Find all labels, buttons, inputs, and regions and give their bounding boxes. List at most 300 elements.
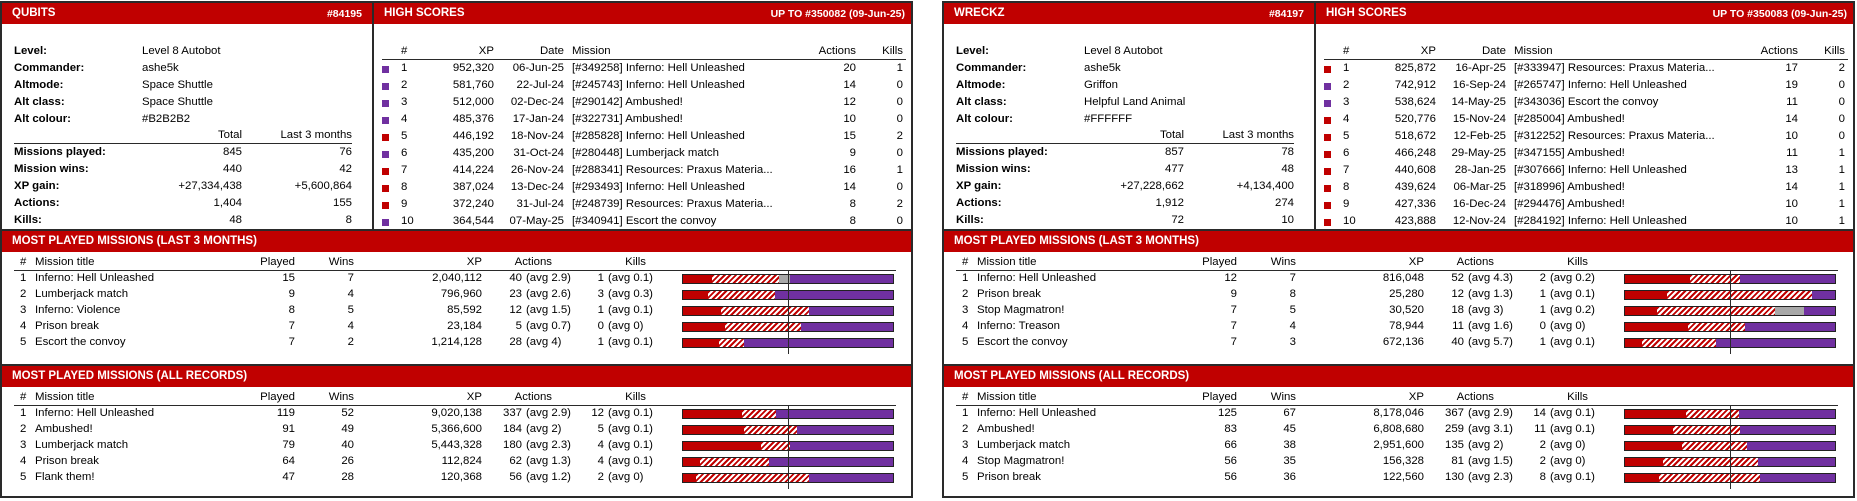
faction-marker <box>382 66 389 73</box>
hs-rank: 7 <box>1343 164 1350 176</box>
mission-xp: 120,368 <box>440 471 482 483</box>
player-header <box>2 3 372 24</box>
hs-mission: [#285828] Inferno: Hell Unleashed <box>572 130 745 142</box>
mission-xp: 5,443,328 <box>431 439 482 451</box>
stat-recent: 76 <box>339 146 352 158</box>
wins-segment <box>683 339 719 347</box>
mission-kills: 1 <box>1539 304 1546 316</box>
mission-kills: 1 <box>597 336 604 348</box>
stat-total: +27,334,438 <box>178 180 242 192</box>
mp-col-actions: Actions <box>1456 256 1494 268</box>
faction-marker <box>1324 202 1331 209</box>
mission-played: 83 <box>1224 423 1237 435</box>
mission-actions: 337 <box>502 407 522 419</box>
info-label: Alt class: <box>14 96 65 108</box>
losses-segment <box>776 410 893 418</box>
faction-marker <box>382 219 389 226</box>
hs-rank: 1 <box>401 62 408 74</box>
hs-kills: 1 <box>896 62 903 74</box>
mission-xp: 9,020,138 <box>431 407 482 419</box>
mission-row[interactable] <box>2 423 913 438</box>
high-score-row[interactable] <box>1316 215 1855 230</box>
losses-segment <box>1716 339 1835 347</box>
stats-underline <box>14 143 352 144</box>
info-label: Commander: <box>14 62 85 74</box>
mission-played: 15 <box>282 272 295 284</box>
mission-kills-avg: (avg 0.1) <box>608 423 653 435</box>
mission-actions: 12 <box>509 304 522 316</box>
info-value: Space Shuttle <box>142 96 213 108</box>
mission-rank: 5 <box>20 336 27 348</box>
mission-wins: 28 <box>341 471 354 483</box>
mp-col-played: Played <box>1202 256 1237 268</box>
hs-mission: [#312252] Resources: Praxus Materia... <box>1514 130 1715 142</box>
mission-xp: 2,040,112 <box>432 272 482 284</box>
hs-col-actions: Actions <box>1760 45 1798 57</box>
info-label: Commander: <box>956 62 1027 74</box>
mission-row[interactable] <box>944 288 1855 303</box>
wins-segment <box>683 275 712 283</box>
mission-wins: 45 <box>1283 423 1296 435</box>
hs-date: 15-Nov-24 <box>1452 113 1506 125</box>
mission-actions-avg: (avg 2) <box>526 423 562 435</box>
hs-actions: 20 <box>843 62 856 74</box>
hs-kills: 0 <box>896 215 903 227</box>
recent-missions-header <box>2 231 911 252</box>
hs-mission: [#340941] Escort the convoy <box>572 215 717 227</box>
hs-xp: 952,320 <box>452 62 494 74</box>
hs-date: 07-May-25 <box>509 215 564 227</box>
losses-segment <box>801 323 893 331</box>
mission-rank: 4 <box>962 455 969 467</box>
bar-midline <box>1730 405 1731 489</box>
mp-col-wins: Wins <box>328 391 354 403</box>
partial-segment <box>1688 323 1745 331</box>
mission-row[interactable] <box>944 304 1855 319</box>
wins-segment <box>683 442 761 450</box>
hs-actions: 8 <box>849 215 856 227</box>
wins-segment <box>683 426 744 434</box>
mission-rank: 3 <box>962 439 969 451</box>
hs-actions: 13 <box>1785 164 1798 176</box>
mission-row[interactable] <box>944 272 1855 287</box>
mission-xp: 25,280 <box>1389 288 1424 300</box>
mission-kills: 1 <box>597 272 604 284</box>
mission-xp: 78,944 <box>1389 320 1424 332</box>
faction-marker <box>382 202 389 209</box>
high-score-row[interactable] <box>1316 113 1855 128</box>
player-id: #84197 <box>1268 8 1304 20</box>
mission-wins: 4 <box>1289 320 1296 332</box>
mission-row[interactable] <box>2 439 913 454</box>
hs-xp: 466,248 <box>1394 147 1436 159</box>
stat-total: +27,228,662 <box>1120 180 1184 192</box>
faction-marker <box>1324 219 1331 226</box>
high-scores-header <box>374 3 913 24</box>
mission-wins: 26 <box>341 455 354 467</box>
stat-label: Actions: <box>956 197 1002 209</box>
high-score-row[interactable] <box>374 164 913 179</box>
mission-played: 7 <box>1230 336 1237 348</box>
hs-kills: 0 <box>1838 130 1845 142</box>
hs-date: 18-Nov-24 <box>510 130 564 142</box>
mission-rank: 5 <box>962 471 969 483</box>
partial-segment <box>719 339 744 347</box>
mission-kills: 0 <box>597 320 604 332</box>
mission-wins: 4 <box>347 320 354 332</box>
mission-kills-avg: (avg 0.1) <box>608 455 653 467</box>
mission-title: Inferno: Hell Unleashed <box>35 272 155 284</box>
mission-actions: 11 <box>1452 320 1464 332</box>
mission-actions-avg: (avg 1.3) <box>1468 288 1513 300</box>
mission-actions: 130 <box>1444 471 1464 483</box>
hs-xp: 512,000 <box>452 96 494 108</box>
mp-col-xp: XP <box>1408 391 1424 403</box>
partial-segment <box>1690 275 1740 283</box>
hs-actions: 9 <box>849 147 856 159</box>
partial-segment <box>696 474 809 482</box>
mission-kills-avg: (avg 0.1) <box>608 407 653 419</box>
hs-actions: 10 <box>843 113 856 125</box>
stat-label: Missions played: <box>956 146 1048 158</box>
high-score-row[interactable] <box>374 147 913 162</box>
mission-kills-avg: (avg 0.2) <box>1550 304 1595 316</box>
player-panel <box>942 1 1855 498</box>
all-missions-header <box>2 366 911 387</box>
info-label: Level: <box>14 45 47 57</box>
mission-actions-avg: (avg 0.7) <box>526 320 571 332</box>
mission-actions: 5 <box>515 320 522 332</box>
partial-segment <box>708 291 775 299</box>
stat-total: 1,404 <box>213 197 242 209</box>
mission-kills-avg: (avg 0.1) <box>1550 471 1595 483</box>
high-score-row[interactable] <box>374 215 913 230</box>
high-score-row[interactable] <box>1316 147 1855 162</box>
mission-xp: 30,520 <box>1389 304 1424 316</box>
hs-kills: 0 <box>896 147 903 159</box>
mission-rank: 5 <box>20 471 27 483</box>
mp-col-title: Mission title <box>977 391 1037 403</box>
mission-xp: 672,136 <box>1382 336 1424 348</box>
mission-row[interactable] <box>944 423 1855 438</box>
hs-actions: 15 <box>843 130 856 142</box>
high-scores-range: UP TO #350082 (09-Jun-25) <box>770 8 905 20</box>
mission-row[interactable] <box>944 439 1855 454</box>
stat-label: XP gain: <box>14 180 60 192</box>
losses-segment <box>1747 442 1835 450</box>
mp-col-xp: XP <box>1408 256 1424 268</box>
hs-kills: 1 <box>1838 198 1845 210</box>
player-name: WRECKZ <box>954 7 1005 19</box>
hs-date: 22-Jul-24 <box>516 79 564 91</box>
high-score-row[interactable] <box>374 113 913 128</box>
hs-actions: 17 <box>1785 62 1798 74</box>
mission-xp: 796,960 <box>440 288 482 300</box>
mission-played: 12 <box>1224 272 1237 284</box>
faction-marker <box>1324 151 1331 158</box>
mission-wins: 3 <box>1289 336 1296 348</box>
hs-kills: 1 <box>896 164 903 176</box>
hs-rank: 6 <box>401 147 408 159</box>
stat-recent: +5,600,864 <box>294 180 352 192</box>
mission-actions: 23 <box>509 288 522 300</box>
losses-segment <box>1760 474 1835 482</box>
losses-segment <box>790 275 893 283</box>
hs-kills: 0 <box>1838 79 1845 91</box>
info-label: Alt class: <box>956 96 1007 108</box>
stats-recent-header: Last 3 months <box>280 129 352 141</box>
hs-col-rank: # <box>401 45 408 57</box>
other-segment <box>1775 307 1804 315</box>
mp-col-xp: XP <box>466 256 482 268</box>
hs-date: 31-Oct-24 <box>513 147 564 159</box>
hs-xp: 538,624 <box>1394 96 1436 108</box>
mission-actions-avg: (avg 2.3) <box>1468 471 1513 483</box>
mission-kills-avg: (avg 0) <box>608 471 644 483</box>
mission-row[interactable] <box>2 407 913 422</box>
mission-rank: 1 <box>962 407 969 419</box>
hs-xp: 427,336 <box>1394 198 1436 210</box>
mission-actions-avg: (avg 2.3) <box>526 439 571 451</box>
hs-date: 06-Jun-25 <box>512 62 564 74</box>
info-label: Level: <box>956 45 989 57</box>
mission-actions-avg: (avg 4) <box>526 336 562 348</box>
high-scores-title: HIGH SCORES <box>1326 7 1407 19</box>
mission-row[interactable] <box>2 471 913 486</box>
wins-segment <box>683 291 708 299</box>
wins-segment <box>1625 442 1682 450</box>
mission-kills-avg: (avg 0.1) <box>608 439 653 451</box>
mission-row[interactable] <box>2 336 913 351</box>
losses-segment <box>1740 275 1835 283</box>
high-score-row[interactable] <box>374 96 913 111</box>
hs-date: 12-Nov-24 <box>1452 215 1506 227</box>
mission-wins: 5 <box>1289 304 1296 316</box>
section-title: MOST PLAYED MISSIONS (LAST 3 MONTHS) <box>954 235 1199 247</box>
mission-rank: 2 <box>962 423 969 435</box>
mission-actions: 12 <box>1451 288 1464 300</box>
hs-rank: 3 <box>1343 96 1350 108</box>
stat-total: 48 <box>229 214 242 226</box>
hs-xp: 440,608 <box>1394 164 1436 176</box>
mission-rank: 2 <box>962 288 969 300</box>
mission-actions: 56 <box>509 471 522 483</box>
mission-actions-avg: (avg 1.5) <box>1468 455 1513 467</box>
mission-played: 79 <box>282 439 295 451</box>
hs-xp: 742,912 <box>1394 79 1436 91</box>
losses-segment <box>809 307 893 315</box>
mission-row[interactable] <box>944 320 1855 335</box>
hs-actions: 11 <box>1786 147 1798 159</box>
high-score-row[interactable] <box>1316 79 1855 94</box>
hs-rank: 9 <box>1343 198 1350 210</box>
stat-total: 1,912 <box>1155 197 1184 209</box>
hs-date: 16-Dec-24 <box>1452 198 1506 210</box>
wins-segment <box>1625 339 1642 347</box>
mission-actions-avg: (avg 2.9) <box>526 407 571 419</box>
mission-actions: 135 <box>1444 439 1464 451</box>
wins-segment <box>683 307 721 315</box>
mission-title: Stop Magmatron! <box>977 455 1065 467</box>
hs-header-underline <box>382 59 906 60</box>
hs-kills: 1 <box>1838 215 1845 227</box>
mission-wins: 40 <box>341 439 354 451</box>
high-score-row[interactable] <box>1316 181 1855 196</box>
section-title: MOST PLAYED MISSIONS (ALL RECORDS) <box>954 370 1190 382</box>
mission-kills: 5 <box>597 423 604 435</box>
high-score-row[interactable] <box>374 79 913 94</box>
partial-segment <box>1659 474 1760 482</box>
hs-kills: 1 <box>1838 147 1845 159</box>
stat-total: 845 <box>222 146 242 158</box>
hs-xp: 581,760 <box>452 79 494 91</box>
hs-rank: 7 <box>401 164 408 176</box>
mission-kills: 4 <box>597 439 604 451</box>
mission-rank: 5 <box>962 336 969 348</box>
mission-rank: 2 <box>20 423 27 435</box>
stat-label: Kills: <box>956 214 984 226</box>
mission-kills-avg: (avg 0) <box>1550 320 1586 332</box>
high-score-row[interactable] <box>1316 164 1855 179</box>
high-score-row[interactable] <box>1316 62 1855 77</box>
hs-rank: 1 <box>1343 62 1350 74</box>
bar-midline <box>788 405 789 489</box>
mission-kills-avg: (avg 0.1) <box>1550 423 1595 435</box>
hs-date: 13-Dec-24 <box>510 181 564 193</box>
hs-col-actions: Actions <box>818 45 856 57</box>
faction-marker <box>382 168 389 175</box>
mission-kills: 1 <box>1539 288 1546 300</box>
mp-col-rank: # <box>20 391 27 403</box>
stats-total-header: Total <box>1159 129 1184 141</box>
mission-kills-avg: (avg 0) <box>608 320 644 332</box>
mission-row[interactable] <box>944 336 1855 351</box>
bar-midline <box>788 270 789 354</box>
mission-actions: 184 <box>502 423 522 435</box>
hs-rank: 9 <box>401 198 408 210</box>
mission-row[interactable] <box>2 288 913 303</box>
mission-title: Lumberjack match <box>35 288 129 300</box>
mission-kills: 3 <box>597 288 604 300</box>
hs-xp: 423,888 <box>1394 215 1436 227</box>
mission-played: 56 <box>1224 471 1237 483</box>
hs-kills: 0 <box>896 96 903 108</box>
mission-title: Inferno: Hell Unleashed <box>35 407 155 419</box>
high-score-row[interactable] <box>1316 96 1855 111</box>
losses-segment <box>1740 426 1835 434</box>
mission-row[interactable] <box>2 272 913 287</box>
mission-played: 7 <box>288 320 295 332</box>
hs-mission: [#284192] Inferno: Hell Unleashed <box>1514 215 1687 227</box>
high-score-row[interactable] <box>374 181 913 196</box>
stat-total: 440 <box>222 163 242 175</box>
mp-col-rank: # <box>20 256 27 268</box>
hs-actions: 14 <box>1785 181 1798 193</box>
high-score-row[interactable] <box>1316 198 1855 213</box>
high-score-row[interactable] <box>1316 130 1855 145</box>
mission-actions-avg: (avg 1.3) <box>526 455 571 467</box>
mission-kills-avg: (avg 0.1) <box>1550 407 1595 419</box>
high-score-row[interactable] <box>374 198 913 213</box>
partial-segment <box>712 275 779 283</box>
hs-date: 14-May-25 <box>1451 96 1506 108</box>
hs-kills: 1 <box>1838 181 1845 193</box>
mission-row[interactable] <box>2 320 913 335</box>
mission-xp: 5,366,600 <box>431 423 482 435</box>
mission-actions: 367 <box>1444 407 1464 419</box>
hs-mission: [#347155] Ambushed! <box>1514 147 1625 159</box>
mission-kills: 1 <box>597 304 604 316</box>
hs-col-date: Date <box>539 45 564 57</box>
mission-played: 64 <box>282 455 295 467</box>
hs-rank: 6 <box>1343 147 1350 159</box>
mission-xp: 816,048 <box>1382 272 1424 284</box>
faction-marker <box>1324 134 1331 141</box>
mission-played: 91 <box>282 423 295 435</box>
partial-segment <box>1657 307 1775 315</box>
mp-col-title: Mission title <box>35 391 95 403</box>
mission-row[interactable] <box>944 455 1855 470</box>
hs-col-xp: XP <box>478 45 494 57</box>
high-score-row[interactable] <box>374 62 913 77</box>
partial-segment <box>1686 410 1739 418</box>
hs-xp: 439,624 <box>1394 181 1436 193</box>
mission-xp: 112,824 <box>441 455 482 467</box>
mission-rank: 1 <box>962 272 969 284</box>
faction-marker <box>382 134 389 141</box>
stats-underline <box>956 143 1294 144</box>
partial-segment <box>1682 442 1747 450</box>
high-score-row[interactable] <box>374 130 913 145</box>
mission-title: Prison break <box>977 288 1041 300</box>
mission-row[interactable] <box>944 407 1855 422</box>
faction-marker <box>1324 100 1331 107</box>
faction-marker <box>1324 185 1331 192</box>
mission-kills-avg: (avg 0) <box>1550 455 1586 467</box>
stat-label: Missions played: <box>14 146 106 158</box>
stat-recent: 8 <box>345 214 352 226</box>
partial-segment <box>700 458 769 466</box>
info-value: #B2B2B2 <box>142 113 191 125</box>
info-value: Level 8 Autobot <box>142 45 221 57</box>
mission-actions-avg: (avg 2.6) <box>526 288 571 300</box>
mission-row[interactable] <box>944 471 1855 486</box>
mission-actions: 28 <box>509 336 522 348</box>
losses-segment <box>775 291 893 299</box>
mp-col-title: Mission title <box>35 256 95 268</box>
mp-col-played: Played <box>260 391 295 403</box>
hs-date: 16-Sep-24 <box>1452 79 1506 91</box>
faction-marker <box>382 100 389 107</box>
info-value: #FFFFFF <box>1084 113 1133 125</box>
hs-date: 06-Mar-25 <box>1453 181 1506 193</box>
hs-date: 26-Nov-24 <box>510 164 564 176</box>
mission-actions: 18 <box>1451 304 1464 316</box>
stat-recent: 10 <box>1281 214 1294 226</box>
mission-actions: 40 <box>509 272 522 284</box>
mission-row[interactable] <box>2 304 913 319</box>
mp-col-played: Played <box>1202 391 1237 403</box>
stat-total: 72 <box>1171 214 1184 226</box>
hs-date: 28-Jan-25 <box>1454 164 1506 176</box>
mission-row[interactable] <box>2 455 913 470</box>
mission-rank: 3 <box>20 439 27 451</box>
hs-mission: [#307666] Inferno: Hell Unleashed <box>1514 164 1687 176</box>
hs-rank: 8 <box>401 181 408 193</box>
hs-actions: 10 <box>1785 198 1798 210</box>
faction-marker <box>1324 168 1331 175</box>
high-scores-range: UP TO #350083 (09-Jun-25) <box>1712 8 1847 20</box>
